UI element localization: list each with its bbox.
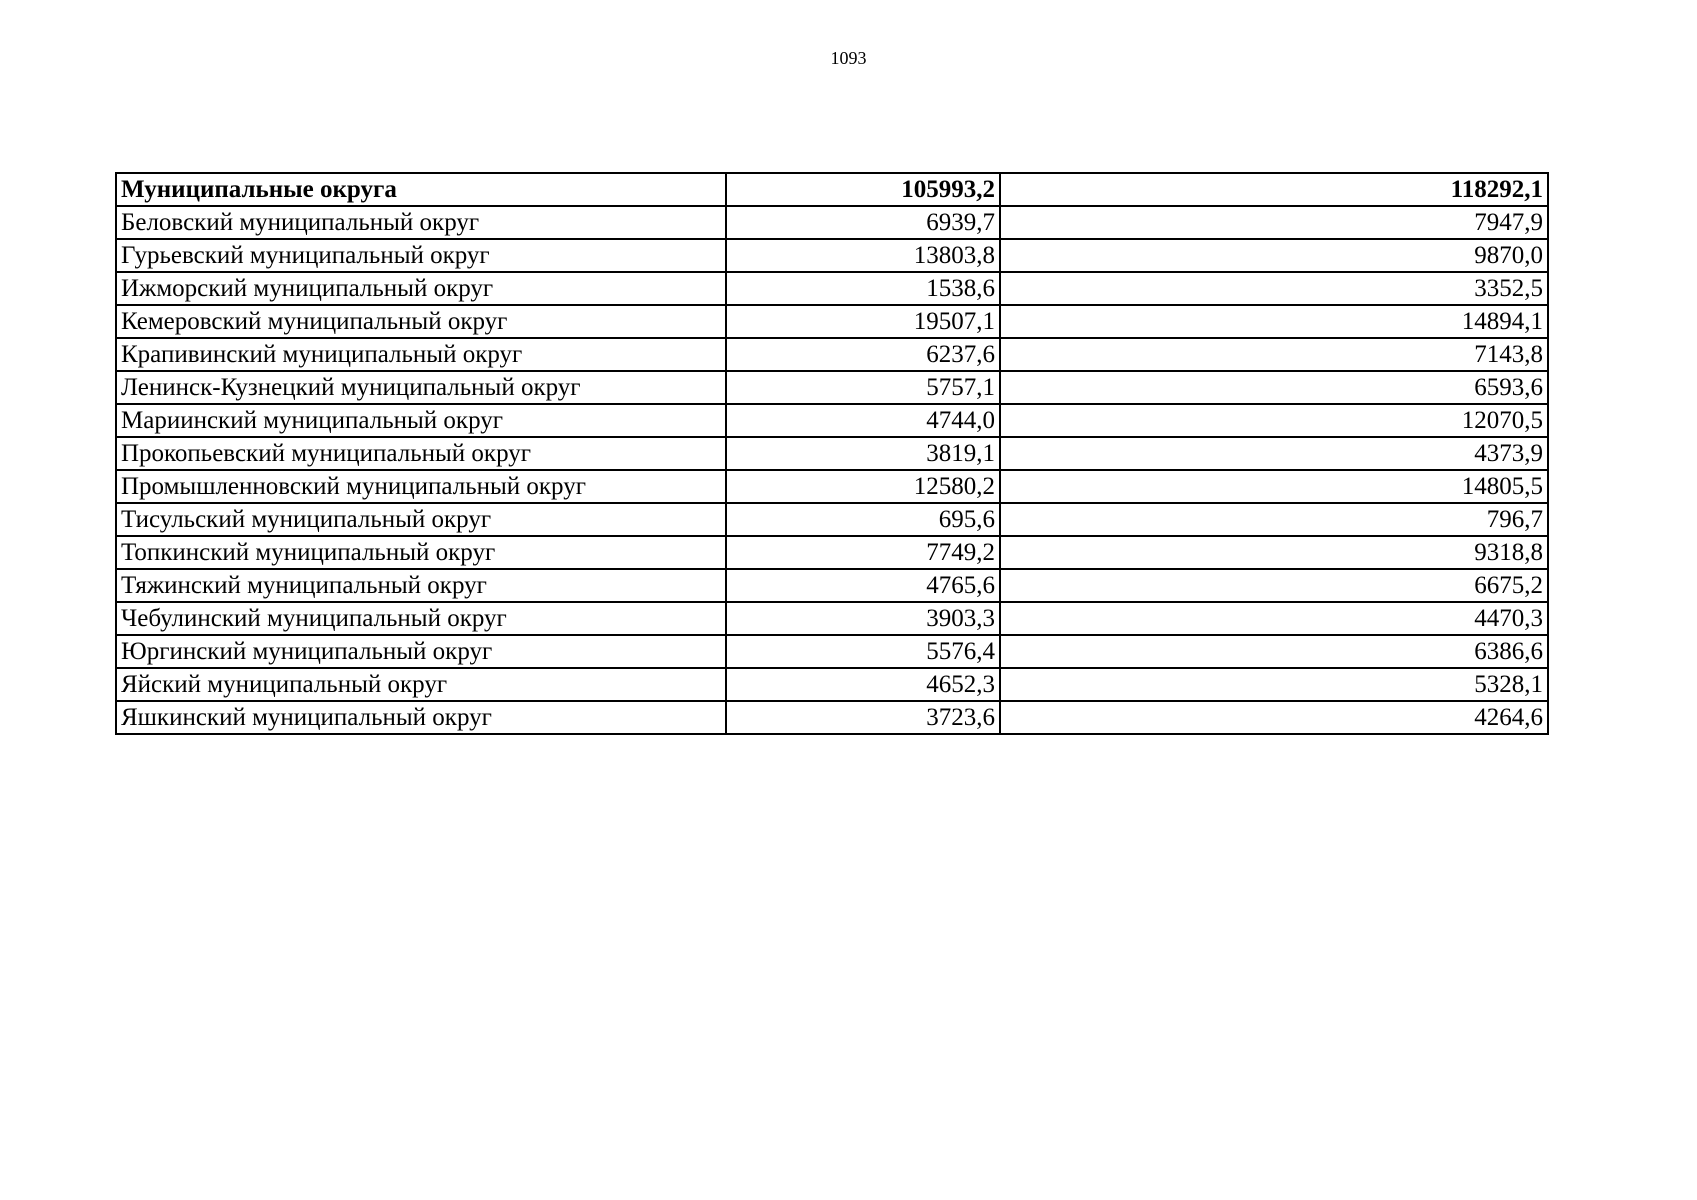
row-value1-cell: 4652,3: [726, 668, 1000, 701]
row-name-cell: Топкинский муниципальный округ: [116, 536, 726, 569]
row-value1-cell: 4744,0: [726, 404, 1000, 437]
table-row: [116, 470, 1548, 503]
row-name-cell: Прокопьевский муниципальный округ: [116, 437, 726, 470]
row-value1-cell: 19507,1: [726, 305, 1000, 338]
table-row: [116, 701, 1548, 734]
row-value1-cell: 5757,1: [726, 371, 1000, 404]
row-value2-cell: 3352,5: [1000, 272, 1548, 305]
row-name-cell: Кемеровский муниципальный округ: [116, 305, 726, 338]
row-value1-cell: 6237,6: [726, 338, 1000, 371]
table-row: [116, 503, 1548, 536]
table-row: [116, 305, 1548, 338]
row-name-cell: Юргинский муниципальный округ: [116, 635, 726, 668]
table-row: [116, 668, 1548, 701]
table-row: [116, 602, 1548, 635]
row-value1-cell: 1538,6: [726, 272, 1000, 305]
row-name-cell: Яшкинский муниципальный округ: [116, 701, 726, 734]
row-value1-cell: 7749,2: [726, 536, 1000, 569]
row-value1-cell: 695,6: [726, 503, 1000, 536]
row-value2-cell: 796,7: [1000, 503, 1548, 536]
table-row: [116, 536, 1548, 569]
table-total-row: [116, 173, 1548, 206]
table-row: [116, 404, 1548, 437]
row-name-cell: Ленинск-Кузнецкий муниципальный округ: [116, 371, 726, 404]
row-name-cell: Яйский муниципальный округ: [116, 668, 726, 701]
row-value2-cell: 5328,1: [1000, 668, 1548, 701]
row-name-cell: Мариинский муниципальный округ: [116, 404, 726, 437]
row-value2-cell: 4470,3: [1000, 602, 1548, 635]
table-row: [116, 437, 1548, 470]
row-value2-cell: 6386,6: [1000, 635, 1548, 668]
row-value2-cell: 9870,0: [1000, 239, 1548, 272]
row-value1-cell: 13803,8: [726, 239, 1000, 272]
data-table: [115, 172, 1549, 735]
row-value1-cell: 3723,6: [726, 701, 1000, 734]
row-name-cell: Тяжинский муниципальный округ: [116, 569, 726, 602]
row-value2-cell: 6675,2: [1000, 569, 1548, 602]
row-value2-cell: 14894,1: [1000, 305, 1548, 338]
row-value2-cell: 6593,6: [1000, 371, 1548, 404]
row-value1-cell: 5576,4: [726, 635, 1000, 668]
row-value1-cell: 6939,7: [726, 206, 1000, 239]
table-row: [116, 272, 1548, 305]
row-value2-cell: 7143,8: [1000, 338, 1548, 371]
row-name-cell: Гурьевский муниципальный округ: [116, 239, 726, 272]
row-value2-cell: 4264,6: [1000, 701, 1548, 734]
row-value1-cell: 3819,1: [726, 437, 1000, 470]
row-value2-cell: 14805,5: [1000, 470, 1548, 503]
total-name-cell: Муниципальные округа: [116, 173, 726, 206]
row-name-cell: Беловский муниципальный округ: [116, 206, 726, 239]
row-value2-cell: 7947,9: [1000, 206, 1548, 239]
total-value2-cell: 118292,1: [1000, 173, 1548, 206]
row-value1-cell: 12580,2: [726, 470, 1000, 503]
total-value1-cell: 105993,2: [726, 173, 1000, 206]
table-row: [116, 569, 1548, 602]
table-row: [116, 635, 1548, 668]
row-value1-cell: 4765,6: [726, 569, 1000, 602]
row-name-cell: Тисульский муниципальный округ: [116, 503, 726, 536]
row-value1-cell: 3903,3: [726, 602, 1000, 635]
row-value2-cell: 12070,5: [1000, 404, 1548, 437]
row-value2-cell: 4373,9: [1000, 437, 1548, 470]
page-number: 1093: [830, 48, 867, 68]
table-row: [116, 239, 1548, 272]
table-row: [116, 206, 1548, 239]
row-value2-cell: 9318,8: [1000, 536, 1548, 569]
row-name-cell: Чебулинский муниципальный округ: [116, 602, 726, 635]
row-name-cell: Ижморский муниципальный округ: [116, 272, 726, 305]
row-name-cell: Промышленновский муниципальный округ: [116, 470, 726, 503]
table-row: [116, 371, 1548, 404]
table-row: [116, 338, 1548, 371]
row-name-cell: Крапивинский муниципальный округ: [116, 338, 726, 371]
